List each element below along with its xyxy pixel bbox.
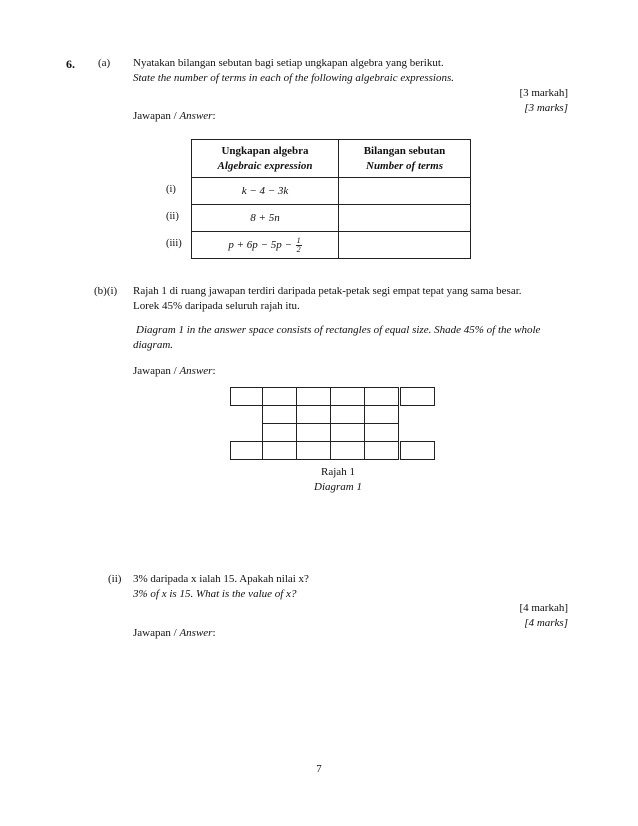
diagram-cell[interactable]: [364, 387, 399, 406]
row-label: (iii): [166, 238, 182, 249]
expression-cell: k − 4 − 3k: [192, 178, 339, 205]
part-b-ii-prompt-ms: 3% daripada x ialah 15. Apakah nilai x?: [133, 573, 309, 585]
diagram-cell[interactable]: [262, 423, 297, 442]
answer-prefix: Jawapan /: [133, 627, 180, 639]
diagram-cell[interactable]: [364, 423, 399, 442]
table-row: [192, 205, 471, 232]
diagram-cell[interactable]: [296, 387, 331, 406]
part-a-prompt-en: State the number of terms in each of the following algebraic expressions.: [133, 72, 454, 84]
expression-cell: [192, 232, 339, 259]
part-a-marks-ms: [3 markah]: [519, 87, 568, 99]
header-expression-en: Algebraic expression: [217, 159, 313, 172]
diagram-cell[interactable]: [330, 441, 365, 460]
expression-cell: 8 + 5n: [192, 205, 339, 232]
header-terms: [339, 140, 471, 178]
diagram-cell[interactable]: [230, 441, 263, 460]
answer-cell[interactable]: [339, 232, 471, 259]
part-a-answer-label: [133, 110, 216, 122]
diagram-cell[interactable]: [330, 387, 365, 406]
part-b-ii-label: (ii): [108, 573, 122, 585]
answer-prefix: Jawapan /: [133, 365, 180, 377]
answer-colon: :: [212, 110, 216, 122]
fraction-denominator: 2: [296, 244, 301, 254]
terms-table-header: [192, 140, 471, 178]
fraction-numerator: 1: [296, 235, 301, 245]
diagram-cell[interactable]: [330, 423, 365, 442]
diagram-cell[interactable]: [296, 441, 331, 460]
diagram-cell[interactable]: [296, 405, 331, 424]
diagram-cell[interactable]: [330, 405, 365, 424]
answer-prefix: Jawapan /: [133, 110, 180, 122]
answer-colon: :: [212, 365, 216, 377]
answer-word: Answer: [179, 365, 213, 377]
diagram-cell[interactable]: [262, 441, 297, 460]
row-label: (ii): [166, 211, 179, 222]
diagram-cell[interactable]: [230, 387, 263, 406]
question-number: 6.: [66, 57, 75, 71]
diagram-caption-en: Diagram 1: [314, 481, 362, 493]
part-b-label: (b)(i): [94, 285, 118, 297]
table-row: [192, 178, 471, 205]
diagram-cell[interactable]: [400, 387, 435, 406]
diagram-cell[interactable]: [364, 405, 399, 424]
header-terms-ms: Bilangan sebutan: [363, 144, 446, 157]
table-row: [192, 232, 471, 259]
diagram-cell[interactable]: [262, 405, 297, 424]
answer-cell[interactable]: [339, 205, 471, 232]
header-expression-ms: Ungkapan algebra: [221, 144, 309, 157]
diagram-cell[interactable]: [400, 441, 435, 460]
part-b-ii-marks-ms: [4 markah]: [519, 602, 568, 614]
part-b-prompt-ms-2: Lorek 45% daripada seluruh rajah itu.: [133, 300, 300, 312]
part-b-ii-prompt-en: 3% of x is 15. What is the value of x?: [133, 588, 297, 600]
part-b-prompt-en-1: Diagram 1 in the answer space consists of rectangles of equal size. Shade 45% of the whole: [136, 324, 541, 336]
answer-word: Answer: [179, 110, 213, 122]
page-number: 7: [316, 763, 322, 775]
part-a-marks-en: [3 marks]: [524, 102, 568, 114]
header-expression: [192, 140, 339, 178]
part-a-prompt-ms: Nyatakan bilangan sebutan bagi setiap ungkapan algebra yang berikut.: [133, 57, 444, 69]
diagram-caption-ms: Rajah 1: [321, 466, 355, 478]
answer-colon: :: [212, 627, 216, 639]
diagram-cell[interactable]: [296, 423, 331, 442]
row-label: (i): [166, 184, 176, 195]
part-b-ii-answer-label: [133, 627, 216, 639]
expression-text: p + 6p − 5p −: [228, 238, 292, 251]
part-b-ii-marks-en: [4 marks]: [524, 617, 568, 629]
answer-word: Answer: [179, 627, 213, 639]
part-b-prompt-ms-1: Rajah 1 di ruang jawapan terdiri daripada petak-petak segi empat tepat yang sama besar.: [133, 285, 522, 297]
diagram-cell[interactable]: [262, 387, 297, 406]
diagram-cell[interactable]: [364, 441, 399, 460]
part-a-label: (a): [98, 57, 111, 69]
part-b-prompt-en-2: diagram.: [133, 339, 174, 351]
answer-cell[interactable]: [339, 178, 471, 205]
header-terms-en: Number of terms: [366, 159, 443, 172]
terms-table: [191, 139, 471, 259]
fraction: [296, 237, 302, 254]
part-b-answer-label: [133, 365, 216, 377]
